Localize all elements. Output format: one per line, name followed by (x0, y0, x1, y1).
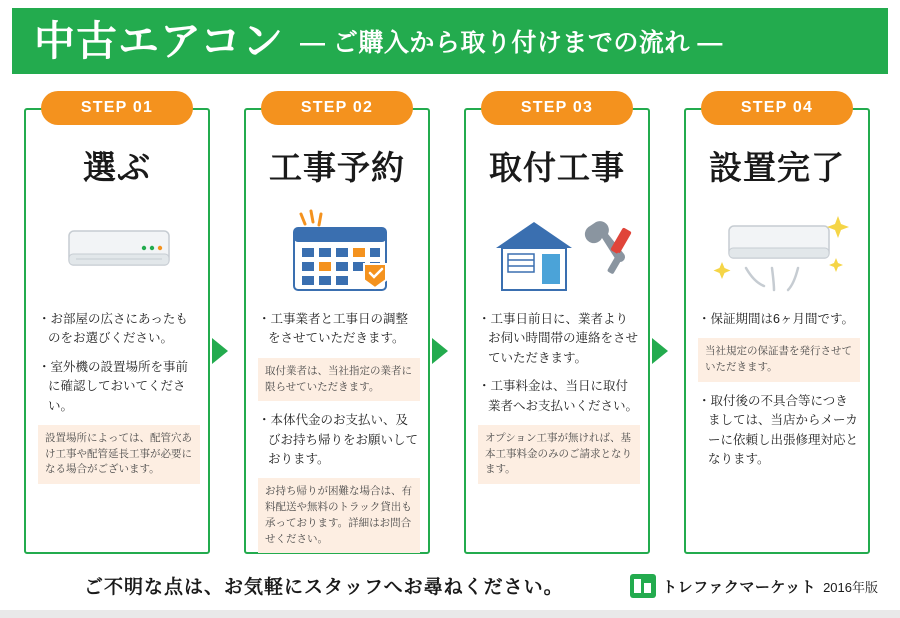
steps-container (12, 86, 888, 564)
step-card-4 (684, 99, 870, 554)
bottom-divider (0, 610, 900, 618)
step-card-1 (24, 99, 210, 554)
air-conditioner-icon (26, 196, 208, 302)
step-title-3: 取付工事 (489, 149, 625, 186)
footer (0, 566, 900, 610)
step-title-4: 設置完了 (709, 149, 845, 186)
step-note: 設置場所によっては、配管穴あけ工事や配管延長工事が必要になる場合がございます。 (38, 425, 200, 484)
brand-year: 2016年版 (823, 579, 878, 595)
step-badge-2: STEP 02 (261, 91, 413, 125)
flow-arrow-icon (652, 338, 668, 364)
step-body-4 (698, 310, 860, 478)
step-note: お持ち帰りが困難な場合は、有料配送や無料のトラック貸出も承っております。詳細はお問合せください。 (258, 478, 420, 553)
step-card-2 (244, 99, 430, 554)
brand-mark-icon (630, 574, 656, 598)
step-badge-3: STEP 03 (481, 91, 633, 125)
flow-arrow-icon (212, 338, 228, 364)
step-badge-1: STEP 01 (41, 91, 193, 125)
step-bullet: ・工事日前日に、業者よりお伺い時間帯の連絡をさせていただきます。 (478, 312, 639, 365)
calendar-icon (246, 196, 428, 302)
step-bullet: ・保証期間は6ヶ月間です。 (698, 312, 854, 326)
header-banner (12, 8, 888, 74)
step-body-2 (258, 310, 420, 563)
brand-logo (630, 574, 878, 598)
step-badge-4: STEP 04 (701, 91, 853, 125)
house-tools-icon (466, 196, 648, 302)
brand-name: トレファクマーケット (662, 578, 817, 596)
step-bullet: ・お部屋の広さにあったものをお選びください。 (38, 312, 188, 346)
step-bullet: ・工事料金は、当日に取付業者へお支払いください。 (478, 379, 639, 413)
installed-air-conditioner-icon (686, 196, 868, 302)
step-bullet: ・工事業者と工事日の調整をさせていただきます。 (258, 312, 409, 346)
step-body-3 (478, 310, 640, 494)
step-body-1 (38, 310, 200, 494)
step-note: 取付業者は、当社指定の業者に限らせていただきます。 (258, 358, 420, 402)
flow-arrow-icon (432, 338, 448, 364)
step-card-3 (464, 99, 650, 554)
step-title-2: 工事予約 (269, 149, 405, 186)
step-title-1: 選ぶ (83, 149, 151, 186)
step-note: 当社規定の保証書を発行させていただきます。 (698, 338, 860, 382)
step-bullet: ・本体代金のお支払い、及びお持ち帰りをお願いしております。 (258, 413, 419, 466)
step-bullet: ・室外機の設置場所を事前に確認しておいてください。 (38, 359, 189, 413)
page-subtitle: ― ご購入から取り付けまでの流れ ― (299, 29, 723, 57)
footer-message: ご不明な点は、お気軽にスタッフへお尋ねください。 (84, 577, 564, 598)
step-bullet: ・取付後の不具合等につきましては、当店からメーカーに依頼し出張修理対応となります。 (698, 393, 859, 466)
page-title: 中古エアコン (34, 17, 284, 64)
step-note: オプション工事が無ければ、基本工事料金のみのご請求となります。 (478, 425, 640, 484)
